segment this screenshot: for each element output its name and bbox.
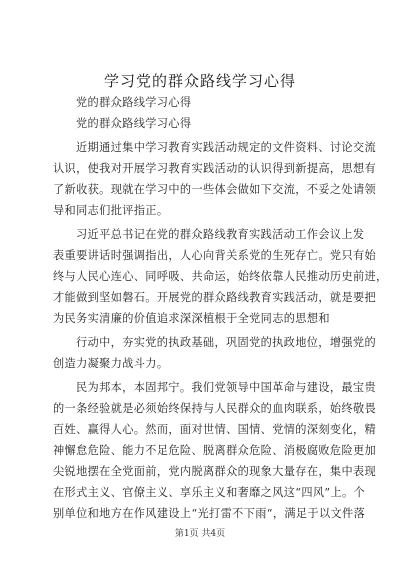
page-number-footer: 第1页 共4页 [174, 529, 226, 539]
paragraph-line: 创造力凝聚力战斗力。 [53, 357, 169, 370]
paragraph-line: 百姓、赢得人心。然而，面对世情、国情、党情的深刻变化，精 [53, 423, 377, 436]
paragraph-line: 在形式主义、官僚主义、享乐主义和奢靡之风这“四风”上。个 [53, 486, 366, 499]
paragraph-line: 表重要讲话时强调指出，人心向背关系党的生死存亡。党只有始 [53, 249, 377, 262]
paragraph-line: 的一条经验就是必须始终保持与人民群众的血肉联系，始终敬畏 [53, 402, 377, 415]
paragraph-line: 别单位和地方在作风建设上“光打雷不下雨“，满足于以文件落 [53, 507, 366, 520]
subtitle-line: 党的群众路线学习心得 [76, 117, 192, 130]
paragraph-line: 导和同志们批评指正。 [53, 204, 169, 217]
paragraph-line: 行动中，夯实党的执政基础，巩固党的执政地位，增强党的 [76, 336, 376, 349]
paragraph-line: 尖锐地摆在全党面前，党内脱离群众的现象大量存在，集中表现 [53, 465, 377, 478]
subtitle-line: 党的群众路线学习心得 [76, 96, 192, 109]
paragraph-line: 近期通过集中学习教育实践活动规定的文件资料、讨论交流 [76, 141, 376, 154]
document-title: 学习党的群众路线学习心得 [103, 72, 296, 90]
paragraph-line: 认识，使我对开展学习教育实践活动的认识得到新提高，思想有 [53, 162, 377, 175]
paragraph-line: 才能做到坚如磐石。开展党的群众路线教育实践活动，就是要把 [53, 291, 377, 304]
paragraph-line: 为民务实清廉的价值追求深深植根于全党同志的思想和 [53, 312, 330, 325]
paragraph-line: 神懈怠危险、能力不足危险、脱离群众危险、消极腐败危险更加 [53, 444, 377, 457]
paragraph-line: 终与人民心连心、同呼吸、共命运，始终依靠人民推动历史前进， [53, 270, 388, 283]
paragraph-line: 民为邦本，本固邦宁。我们党领导中国革命与建设，最宝贵 [76, 381, 376, 394]
paragraph-line: 习近平总书记在党的群众路线教育实践活动工作会议上发 [76, 228, 365, 241]
paragraph-line: 了新收获。现就在学习中的一些体会做如下交流，不妥之处请领 [53, 183, 377, 196]
